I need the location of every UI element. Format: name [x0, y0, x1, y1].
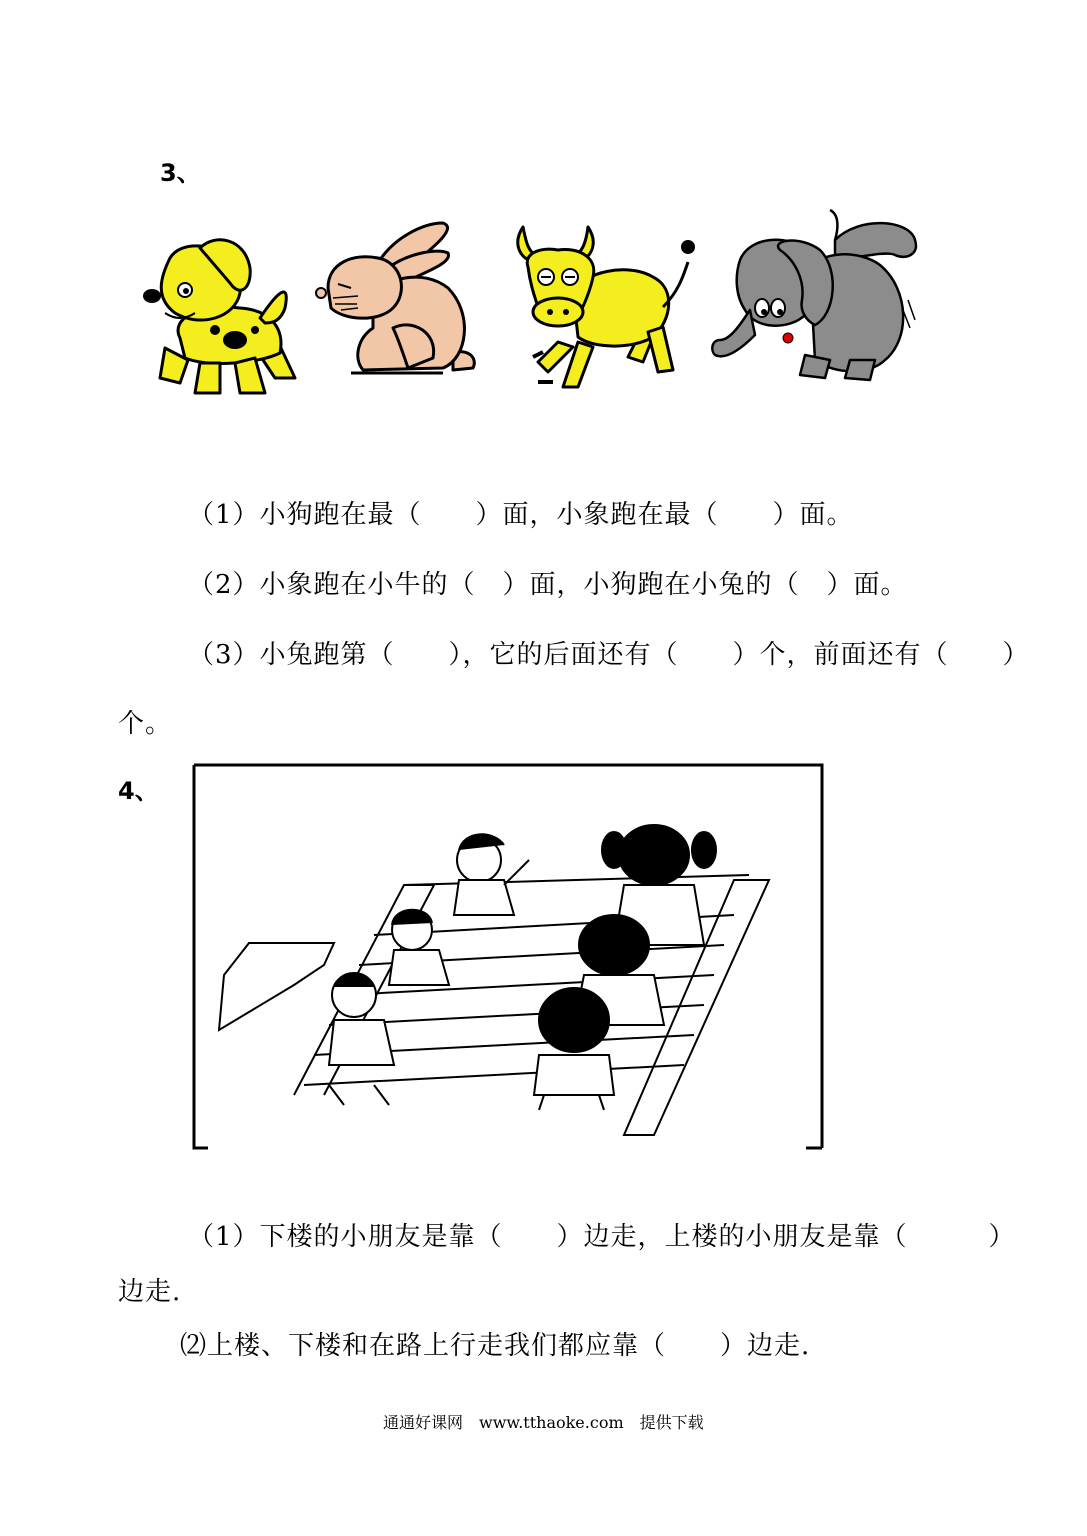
dog-image	[140, 228, 310, 398]
rabbit-image	[313, 218, 483, 378]
q3-line-3: （3）小兔跑第（ ），它的后面还有（ ）个，前面还有（ ）	[188, 640, 1030, 670]
cow-image	[508, 222, 708, 392]
q3-line-4: 个。	[118, 709, 173, 739]
q3-line-2: （2）小象跑在小牛的（ ）面，小狗跑在小兔的（ ）面。	[188, 570, 908, 600]
question-4-number: 4、	[118, 777, 159, 805]
q3-line-1: （1）小狗跑在最（ ）面，小象跑在最（ ）面。	[188, 500, 854, 530]
footer-text: 通通好课网 www.tthaoke.com 提供下载	[383, 1413, 704, 1432]
q4-line-2: 边走.	[118, 1277, 182, 1307]
stairs-picture	[194, 765, 824, 1150]
q4-line-3: ⑵上楼、下楼和在路上行走我们都应靠（ ）边走.	[180, 1331, 811, 1361]
elephant-image	[710, 210, 940, 390]
question-3-number: 3、	[160, 159, 201, 187]
q4-line-1: （1）下楼的小朋友是靠（ ）边走，上楼的小朋友是靠（ ）	[188, 1222, 1016, 1252]
